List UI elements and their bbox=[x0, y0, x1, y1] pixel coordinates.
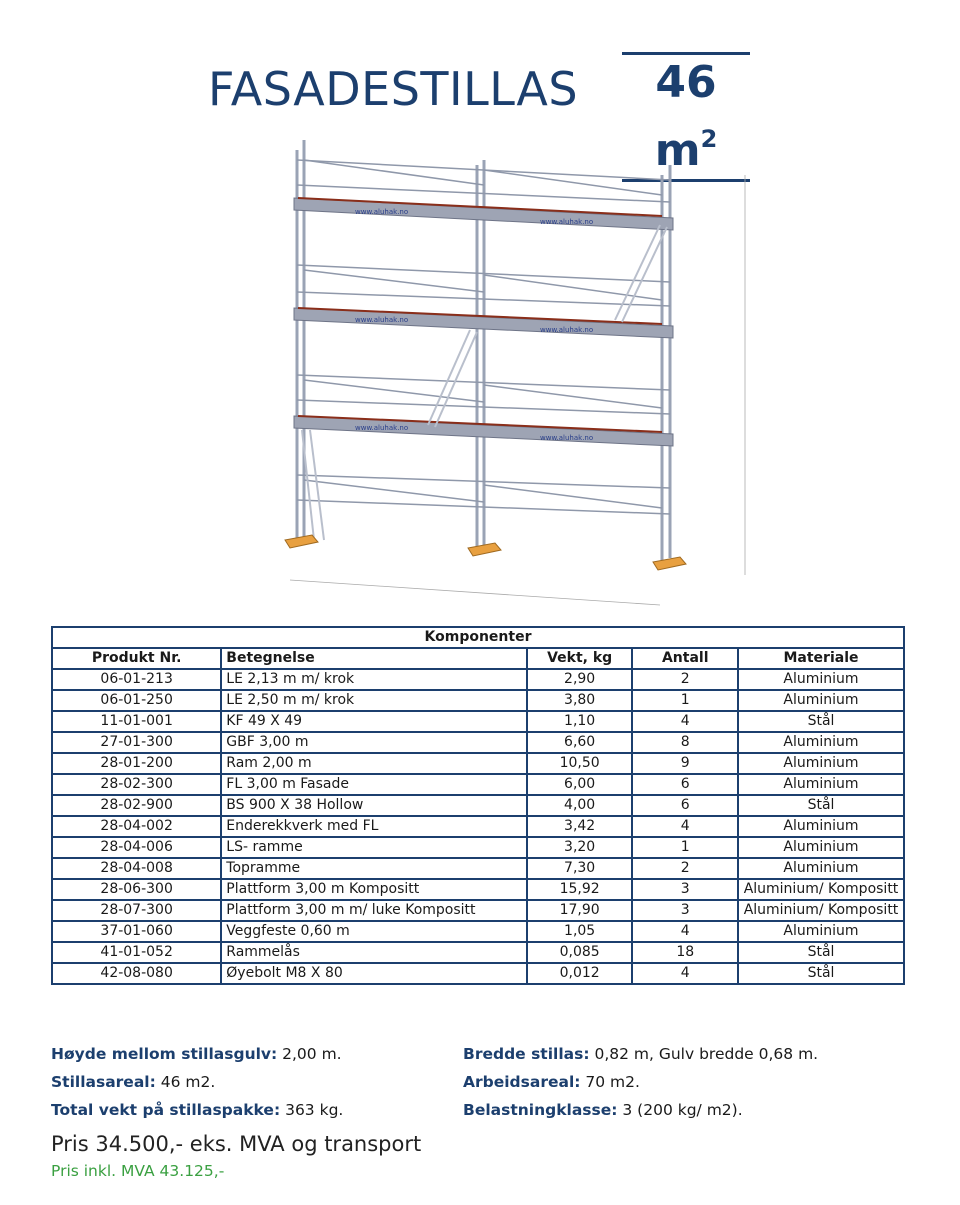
table-row bbox=[52, 795, 904, 816]
table-cell: Aluminium bbox=[738, 858, 904, 879]
platform-watermark: www.aluhak.no bbox=[355, 424, 409, 432]
table-cell: 7,30 bbox=[527, 858, 633, 879]
col-header: Betegnelse bbox=[221, 648, 527, 669]
table-cell: Aluminium bbox=[738, 753, 904, 774]
table-cell: GBF 3,00 m bbox=[221, 732, 527, 753]
table-cell: 6,60 bbox=[527, 732, 633, 753]
table-cell: Stål bbox=[738, 942, 904, 963]
table-cell: Øyebolt M8 X 80 bbox=[221, 963, 527, 984]
table-cell: Aluminium/ Kompositt bbox=[738, 879, 904, 900]
table-cell: 2 bbox=[632, 858, 738, 879]
price-main: Pris 34.500,- eks. MVA og transport bbox=[51, 1132, 422, 1156]
table-cell: 4 bbox=[632, 963, 738, 984]
table-cell: 6 bbox=[632, 795, 738, 816]
table-cell: KF 49 X 49 bbox=[221, 711, 527, 732]
table-cell: 1,10 bbox=[527, 711, 633, 732]
table-cell: 3,80 bbox=[527, 690, 633, 711]
table-cell: Aluminium bbox=[738, 816, 904, 837]
table-row bbox=[52, 858, 904, 879]
table-cell: 3 bbox=[632, 900, 738, 921]
table-cell: Rammelås bbox=[221, 942, 527, 963]
table-cell: 28-04-006 bbox=[52, 837, 221, 858]
table-cell: 06-01-250 bbox=[52, 690, 221, 711]
table-cell: 1 bbox=[632, 837, 738, 858]
table-row bbox=[52, 879, 904, 900]
table-cell: 42-08-080 bbox=[52, 963, 221, 984]
table-cell: FL 3,00 m Fasade bbox=[221, 774, 527, 795]
table-cell: Aluminium bbox=[738, 921, 904, 942]
title-row bbox=[0, 48, 960, 176]
table-cell: Aluminium/ Kompositt bbox=[738, 900, 904, 921]
table-cell: 28-02-900 bbox=[52, 795, 221, 816]
table-cell: Plattform 3,00 m Kompositt bbox=[221, 879, 527, 900]
scaffold-drawing bbox=[270, 130, 770, 620]
table-cell: 15,92 bbox=[527, 879, 633, 900]
spec-hoyde: Høyde mellom stillasgulv: 2,00 m. bbox=[51, 1045, 342, 1063]
table-cell: 1 bbox=[632, 690, 738, 711]
specs-right bbox=[463, 1040, 818, 1124]
table-cell: 1,05 bbox=[527, 921, 633, 942]
table-cell: 3 bbox=[632, 879, 738, 900]
table-row bbox=[52, 963, 904, 984]
table-row bbox=[52, 942, 904, 963]
col-header: Vekt, kg bbox=[527, 648, 633, 669]
table-row bbox=[52, 837, 904, 858]
col-header: Produkt Nr. bbox=[52, 648, 221, 669]
table-cell: 18 bbox=[632, 942, 738, 963]
platform-watermark: www.aluhak.no bbox=[355, 316, 409, 324]
table-row bbox=[52, 753, 904, 774]
table-cell: 4,00 bbox=[527, 795, 633, 816]
table-cell: Stål bbox=[738, 795, 904, 816]
table-cell: 28-06-300 bbox=[52, 879, 221, 900]
price-inkl: Pris inkl. MVA 43.125,- bbox=[51, 1162, 225, 1180]
components-table bbox=[51, 626, 905, 985]
spec-bredde: Bredde stillas: 0,82 m, Gulv bredde 0,68 m. bbox=[463, 1045, 819, 1063]
table-cell: 28-07-300 bbox=[52, 900, 221, 921]
table-cell: Aluminium bbox=[738, 669, 904, 690]
table-cell: 28-01-200 bbox=[52, 753, 221, 774]
table-cell: Topramme bbox=[221, 858, 527, 879]
table-cell: 28-04-002 bbox=[52, 816, 221, 837]
table-cell: 37-01-060 bbox=[52, 921, 221, 942]
table-cell: 17,90 bbox=[527, 900, 633, 921]
spec-areal: Stillasareal: 46 m2. bbox=[51, 1073, 216, 1091]
platform-watermark: www.aluhak.no bbox=[540, 326, 594, 334]
platform-watermark: www.aluhak.no bbox=[355, 208, 409, 216]
col-header: Antall bbox=[632, 648, 738, 669]
table-cell: LE 2,50 m m/ krok bbox=[221, 690, 527, 711]
table-cell: 3,20 bbox=[527, 837, 633, 858]
table-cell: Aluminium bbox=[738, 690, 904, 711]
table-cell: Aluminium bbox=[738, 837, 904, 858]
table-cell: 11-01-001 bbox=[52, 711, 221, 732]
area-superscript: 2 bbox=[700, 125, 718, 153]
table-cell: Stål bbox=[738, 711, 904, 732]
table-cell: 28-04-008 bbox=[52, 858, 221, 879]
table-row bbox=[52, 774, 904, 795]
table-cell: BS 900 X 38 Hollow bbox=[221, 795, 527, 816]
table-cell: 3,42 bbox=[527, 816, 633, 837]
page-title: FASADESTILLAS bbox=[208, 62, 579, 116]
table-cell: Ram 2,00 m bbox=[221, 753, 527, 774]
table-cell: 06-01-213 bbox=[52, 669, 221, 690]
table-cell: 10,50 bbox=[527, 753, 633, 774]
table-cell: LS- ramme bbox=[221, 837, 527, 858]
table-cell: 4 bbox=[632, 816, 738, 837]
platform-watermark: www.aluhak.no bbox=[540, 218, 594, 226]
table-cell: Enderekkverk med FL bbox=[221, 816, 527, 837]
table-row bbox=[52, 669, 904, 690]
table-row bbox=[52, 900, 904, 921]
specs-left bbox=[51, 1040, 343, 1124]
table-cell: 0,012 bbox=[527, 963, 633, 984]
table-cell: Stål bbox=[738, 963, 904, 984]
table-cell: Veggfeste 0,60 m bbox=[221, 921, 527, 942]
spec-arbeid: Arbeidsareal: 70 m2. bbox=[463, 1073, 640, 1091]
area-value: 46 m bbox=[654, 57, 717, 176]
table-cell: 0,085 bbox=[527, 942, 633, 963]
table-cell: 2 bbox=[632, 669, 738, 690]
table-caption: Komponenter bbox=[52, 627, 904, 648]
table-row bbox=[52, 732, 904, 753]
table-cell: 6 bbox=[632, 774, 738, 795]
table-row bbox=[52, 816, 904, 837]
table-row bbox=[52, 711, 904, 732]
spec-belast: Belastningklasse: 3 (200 kg/ m2). bbox=[463, 1101, 743, 1119]
table-cell: LE 2,13 m m/ krok bbox=[221, 669, 527, 690]
table-cell: 6,00 bbox=[527, 774, 633, 795]
table-cell: 27-01-300 bbox=[52, 732, 221, 753]
table-cell: 4 bbox=[632, 711, 738, 732]
table-cell: 41-01-052 bbox=[52, 942, 221, 963]
table-cell: 9 bbox=[632, 753, 738, 774]
table-cell: 28-02-300 bbox=[52, 774, 221, 795]
table-cell: Aluminium bbox=[738, 732, 904, 753]
table-cell: 4 bbox=[632, 921, 738, 942]
table-row bbox=[52, 690, 904, 711]
col-header: Materiale bbox=[738, 648, 904, 669]
table-cell: Aluminium bbox=[738, 774, 904, 795]
table-row bbox=[52, 921, 904, 942]
platform-watermark: www.aluhak.no bbox=[540, 434, 594, 442]
spec-vekt: Total vekt på stillaspakke: 363 kg. bbox=[51, 1101, 344, 1119]
table-cell: 8 bbox=[632, 732, 738, 753]
table-cell: 2,90 bbox=[527, 669, 633, 690]
table-cell: Plattform 3,00 m m/ luke Kompositt bbox=[221, 900, 527, 921]
